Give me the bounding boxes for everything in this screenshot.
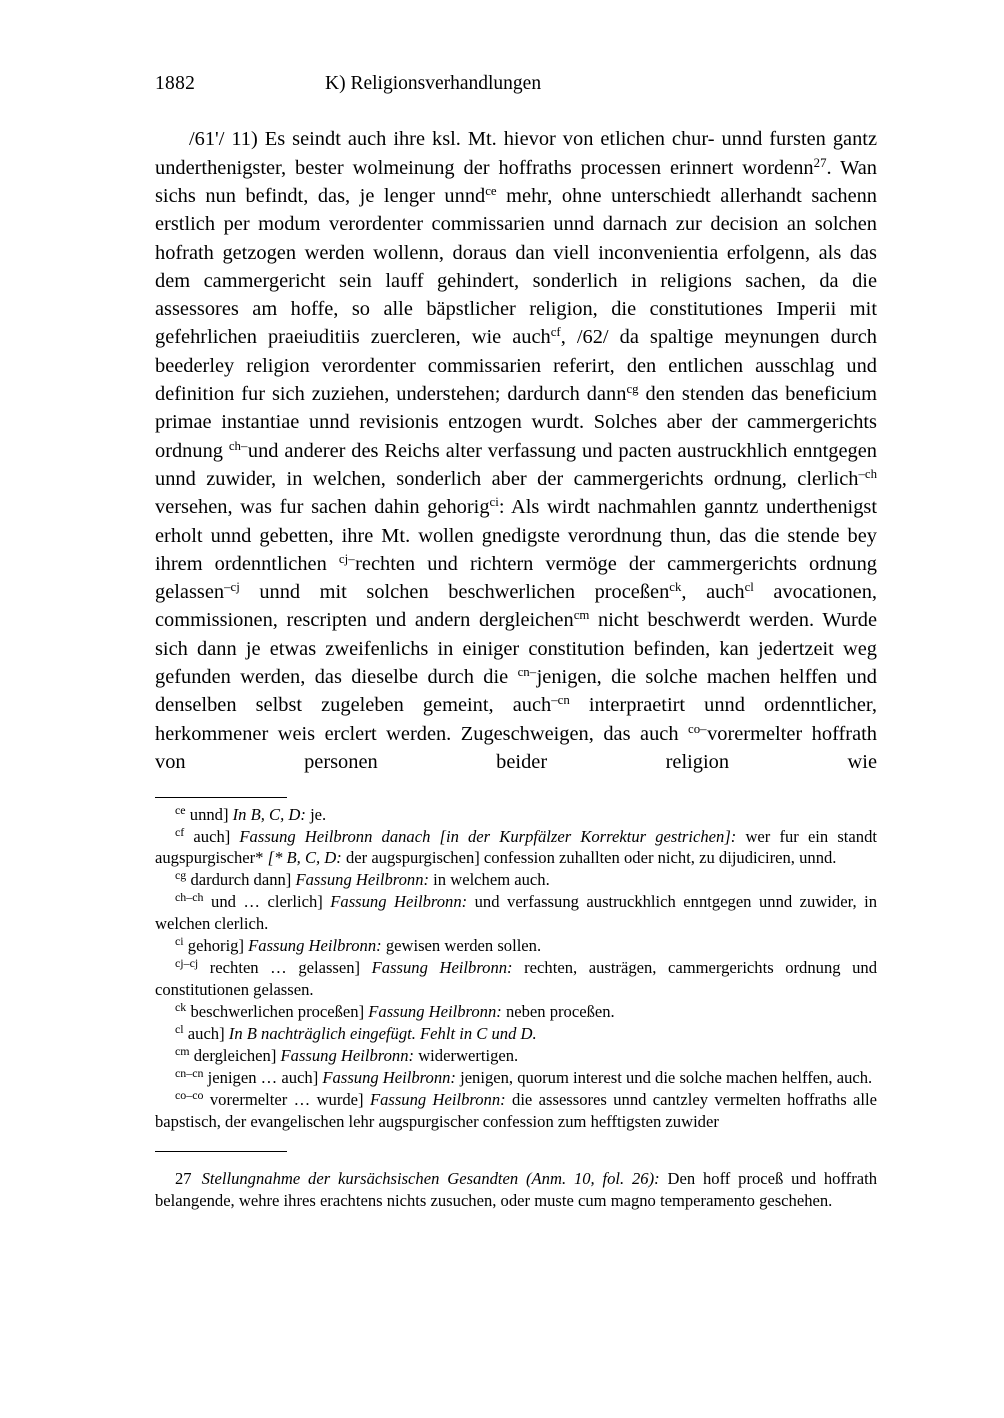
apparatus-note-reading: und verfassung austruckhlich enntgegen unnd zuwider, in welchen clerlich. <box>155 892 877 934</box>
apparatus-note-label: cl <box>175 1022 184 1037</box>
apparatus-note-label: cf <box>175 824 185 839</box>
apparatus-note-source: Fassung Heilbronn: <box>248 936 382 956</box>
apparatus-note <box>155 869 877 891</box>
apparatus-note-lemma: dardurch dann] <box>190 870 292 890</box>
apparatus-note-source: Fassung Heilbronn: <box>280 1046 415 1066</box>
apparatus-note-label: cg <box>175 868 187 883</box>
variant-ref-cj-open: cj– <box>338 551 355 566</box>
apparatus-note-lemma: beschwerlichen proceßen] <box>190 1001 365 1021</box>
running-head <box>155 72 877 95</box>
page-number: 1882 <box>155 73 196 94</box>
variant-ref-ce: ce <box>485 183 497 198</box>
apparatus-note-lemma: rechten … gelassen] <box>209 958 361 978</box>
apparatus-note-reading: rechten, austrägen, cammergerichts ordnung und constitutionen gelassen. <box>155 958 877 999</box>
apparatus-note <box>155 891 877 934</box>
apparatus-note-label: cm <box>175 1044 190 1059</box>
apparatus-note-source: Fassung Heilbronn: <box>330 892 468 912</box>
apparatus-note <box>155 826 877 869</box>
apparatus-note-lemma: auch] <box>193 826 231 846</box>
apparatus-note-reading: die assessores unnd cantzley vermelten hoffraths alle bapstisch, der evangelischen lehr augspurgischer confession zum hefftigsten zuwider <box>155 1090 878 1131</box>
apparatus-note-lemma: jenigen … auch] <box>207 1068 319 1088</box>
variant-ref-ch-close: –ch <box>858 466 877 481</box>
body-text-segment-8: : Als wirdt nachmahlen ganntz underthenigst erholt unnd gebetten, ihre Mt. wollen gnedigste verordnung thun, das die stende bey ihrem ordenntlichen <box>155 496 877 575</box>
body-text-segment-12: avocationen, commissionen, rescripten und andern dergleichen <box>155 581 877 632</box>
body-paragraph <box>155 125 877 776</box>
apparatus-note-label: cj–cj <box>175 956 199 971</box>
apparatus-note-reading: jenigen, quorum interest und die solche machen helffen, auch. <box>455 1068 873 1088</box>
apparatus-notes <box>155 804 877 1133</box>
footnote-source: Stellungnahme der kursächsischen Gesandten (Anm. 10, fol. 26): <box>201 1169 660 1189</box>
body-text-segment-7: versehen, was fur sachen dahin gehorig <box>155 496 490 519</box>
apparatus-note-source: Fassung Heilbronn: <box>369 1090 506 1110</box>
apparatus-note-reading-alt: der augspurgischen] confession zuhallten oder nicht, zu dijudiciren, unnd. <box>341 848 837 868</box>
apparatus-note-label: ck <box>175 999 187 1014</box>
apparatus-note-source: Fassung Heilbronn: <box>368 1001 502 1021</box>
footnote-ref-27: 27 <box>813 155 827 170</box>
apparatus-note-source: In B nachträglich eingefügt. Fehlt in C und D. <box>228 1024 537 1044</box>
variant-ref-cg: cg <box>626 382 639 396</box>
variant-ref-ci: ci <box>489 495 499 510</box>
apparatus-note-lemma: gehorig] <box>187 936 244 956</box>
apparatus-note <box>155 1089 877 1132</box>
apparatus-note-source-alt: [* B, C, D: <box>267 848 342 868</box>
body-text-segment-14: jenigen, die solche machen helffen und denselben selbst zugeleben gemeint, auch <box>155 666 877 717</box>
apparatus-note-lemma: und … clerlich] <box>211 892 323 912</box>
apparatus-note-source: In B, C, D: <box>232 804 306 824</box>
apparatus-note-lemma: vorermelter … wurde] <box>209 1090 364 1110</box>
apparatus-note-label: ch–ch <box>175 890 204 905</box>
apparatus-rule <box>155 797 287 798</box>
footnote-27 <box>155 1168 877 1211</box>
apparatus-note-label: ci <box>175 934 184 949</box>
apparatus-note-source: Fassung Heilbronn: <box>322 1068 456 1088</box>
variant-ref-cn-close: –cn <box>551 693 570 708</box>
apparatus-note-source: Fassung Heilbronn: <box>295 870 430 890</box>
footnote-number: 27 <box>175 1169 192 1189</box>
body-text-segment-3: mehr, ohne unterschiedt allerhandt sachenn erstlich per modum verordenter commissarien unnd darnach zur decision an solchen hofrath getzogen werden wollenn, doraus dan viell inconvenientia erfolgenn, als das dem cammergericht sein lauff gehindert, sonderlich in religions sachen, da die assessores am hoffe, so alle bäpstlicher religion, die constitutiones Imperii mit gefehrlichen praeiuditiis zuercleren, wie auch <box>155 184 878 349</box>
apparatus-note-source: Fassung Heilbronn danach [in der Kurpfälzer Korrektur gestrichen]: <box>239 826 737 846</box>
variant-ref-cm: cm <box>573 608 590 623</box>
footnote-rule <box>155 1151 287 1152</box>
variant-ref-cl: cl <box>744 580 754 595</box>
apparatus-note <box>155 1067 877 1089</box>
variant-ref-ch-open: ch– <box>228 438 248 453</box>
apparatus-note <box>155 1045 877 1067</box>
body-text-segment-6: und anderer des Reichs alter verfassung und pacten austruckhlich enntgegen unnd zuwider, in welchen, sonderlich aber der cammergerichts ordnung, clerlich <box>155 439 877 490</box>
apparatus-note-lemma: auch] <box>187 1024 225 1044</box>
apparatus-note <box>155 1023 877 1045</box>
apparatus-note-reading: je. <box>305 804 327 824</box>
apparatus-note <box>155 804 877 826</box>
footnote-text: Den hoff proceß und hoffrath belangende, wehre ihres erachtens nichts zusuchen, oder muste cum magno temperamento geschehen. <box>155 1169 878 1210</box>
apparatus-note-reading: neben proceßen. <box>501 1001 615 1021</box>
footnote-block <box>155 1151 877 1212</box>
body-text-segment-4: , /62/ da spaltige meynungen durch beederley religion verordenter commissarien referirt, den entlichen ausschlag und definition fur sich zuziehen, understehen; dardurch dann <box>155 326 877 406</box>
apparatus-note <box>155 935 877 957</box>
body-text-segment-10: unnd mit solchen beschwerlichen proceßen <box>239 581 670 604</box>
running-title: K) Religionsverhandlungen <box>325 73 542 94</box>
body-text-segment-15: interpraetirt unnd ordenntlicher, herkommener weis erclert werden. Zugeschweigen, das auch <box>155 694 877 745</box>
apparatus-note <box>155 957 877 1000</box>
apparatus-note-reading: widerwertigen. <box>414 1046 519 1066</box>
apparatus-note-reading: gewisen werden sollen. <box>381 936 542 956</box>
variant-ref-cj-close: –cj <box>224 580 240 595</box>
body-text-segment-13: nicht beschwerdt werden. Wurde sich dann je etwas zweifenlichs in einiger constitution befinden, kan jedertzeit weg gefunden werden, das dieselbe durch die <box>155 609 878 689</box>
variant-ref-co-open: co– <box>688 721 707 736</box>
apparatus-note-lemma: unnd] <box>189 804 229 824</box>
apparatus-note-source: Fassung Heilbronn: <box>371 958 513 978</box>
body-text-segment-9: rechten und richtern vermöge der cammergerichts ordnung gelassen <box>155 552 878 604</box>
apparatus-note-label: cn–cn <box>175 1066 204 1081</box>
body-text-segment-1: Es seindt auch ihre ksl. Mt. hievor von etlichen chur- unnd fursten gantz underthenigster, bester wolmeinung der hoffraths processen erinnert wordenn <box>155 128 877 179</box>
apparatus-note-reading: in welchem auch. <box>429 870 550 890</box>
variant-ref-ck: ck <box>669 580 682 595</box>
apparatus-note-lemma: dergleichen] <box>193 1046 277 1066</box>
body-text-segment-11: , auch <box>681 581 745 604</box>
apparatus-note-reading: wer fur ein standt augspurgischer* <box>155 826 877 868</box>
critical-apparatus <box>155 797 877 1133</box>
folio-marker-61: /61'/ 11) <box>189 128 258 151</box>
body-text-segment-2: . Wan sichs nun befindt, das, je lenger unnd <box>155 156 877 207</box>
variant-ref-cf: cf <box>550 325 561 340</box>
apparatus-note <box>155 1001 877 1023</box>
body-text-segment-5: den stenden das beneficium primae instantiae unnd revisionis entzogen wurdt. Solches aber der cammergerichts ordnung <box>155 383 877 462</box>
page-content <box>155 72 877 1228</box>
body-text-segment-16: vorermelter hoffrath von personen beider religion wie <box>155 722 877 773</box>
apparatus-note-label: ce <box>175 802 186 817</box>
variant-ref-cn-open: cn– <box>517 664 537 679</box>
apparatus-note-label: co–co <box>175 1088 204 1103</box>
